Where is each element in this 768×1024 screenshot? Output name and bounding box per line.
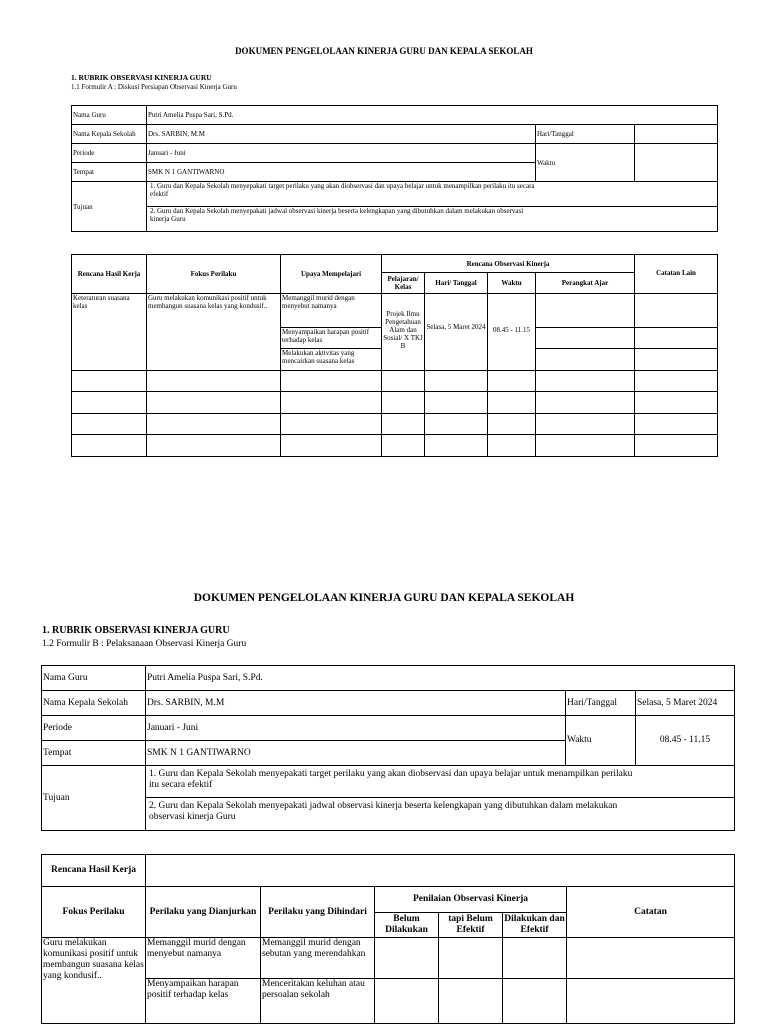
cell-fokus: Guru melakukan komunikasi positif untuk membangun suasana kelas yang kondusif..: [42, 938, 146, 1024]
cell-upaya-3: Melakukan aktivitas yang mencairkan suasana kelas: [281, 349, 382, 371]
page2-subtitle: 1.2 Formulir B : Pelaksanaan Observasi Kinerja Guru: [42, 639, 247, 649]
label-tempat: Tempat: [42, 741, 146, 766]
label-periode: Periode: [72, 144, 147, 163]
cell-dianjurkan-2: Menyampaikan harapan positif terhadap kelas: [146, 979, 261, 1024]
cell-dilakukan-1: [503, 938, 567, 979]
value-tempat: SMK N 1 GANTIWARNO: [146, 741, 566, 766]
cell-catatan-3: [635, 349, 718, 371]
cell-dihindari-1: Memanggil murid dengan sebutan yang merendahkan: [261, 938, 375, 979]
cell-pelajaran: Projek Ilmu Pengetahuan Alam dan Sosial/ X TKJ B: [382, 294, 425, 371]
value-tempat: SMK N 1 GANTIWARNO: [147, 163, 536, 182]
tujuan-1: 1. Guru dan Kepala Sekolah menyepakati target perilaku yang akan diobservasi dan upaya belajar untuk menampilkan perilaku itu secara efektif: [146, 766, 735, 798]
label-nama-kepala: Nama Kepala Sekolah: [72, 125, 147, 144]
header-rencana-observasi: Rencana Observasi Kinerja: [382, 255, 635, 273]
cell-catatan-2: [567, 979, 735, 1024]
label-tempat: Tempat: [72, 163, 147, 182]
header-dianjurkan: Perilaku yang Dianjurkan: [146, 887, 261, 938]
cell-fokus: Guru melakukan komunikasi positif untuk membangun suasana kelas yang kondusif..: [147, 294, 281, 371]
header-fokus: Fokus Perilaku: [42, 887, 146, 938]
label-hari-tanggal: Hari/Tanggal: [536, 125, 635, 144]
value-nama-kepala: Drs. SARBIN, M.M: [147, 125, 536, 144]
page1-plan-table: [71, 254, 718, 457]
page1-subtitle: 1.1 Formulir A : Diskusi Persiapan Observasi Kinerja Guru: [71, 83, 237, 91]
cell-dihindari-2: Menceritakan keluhan atau persoalan sekolah: [261, 979, 375, 1024]
label-hari-tanggal: Hari/Tanggal: [566, 691, 636, 716]
cell-waktu: 08.45 - 11.15: [488, 294, 536, 371]
value-periode: Januari - Juni: [146, 716, 566, 741]
cell-belum-1: [375, 938, 439, 979]
cell-catatan-1: [567, 938, 735, 979]
header-rencana-hasil: Rencana Hasil Kerja: [42, 855, 146, 887]
label-waktu: Waktu: [566, 716, 636, 766]
cell-tapi-belum-1: [439, 938, 503, 979]
cell-catatan-2: [635, 328, 718, 349]
header-upaya: Upaya Mempelajari: [281, 255, 382, 294]
page1-title: DOKUMEN PENGELOLAAN KINERJA GURU DAN KEPALA SEKOLAH: [235, 46, 533, 56]
header-rencana-hasil: Rencana Hasil Kerja: [72, 255, 147, 294]
header-penilaian: Penilaian Observasi Kinerja: [375, 887, 567, 913]
cell-rencana-hasil: [146, 855, 735, 887]
header-dilakukan: Dilakukan dan Efektif: [503, 913, 567, 938]
label-nama-guru: Nama Guru: [42, 666, 146, 691]
header-belum: Belum Dilakukan: [375, 913, 439, 938]
value-hari-tanggal: [635, 125, 718, 144]
header-fokus: Fokus Perilaku: [147, 255, 281, 294]
header-waktu: Waktu: [488, 273, 536, 294]
tujuan-1: 1. Guru dan Kepala Sekolah menyepakati target perilaku yang akan diobservasi dan upaya belajar untuk menampilkan perilaku itu secara efektif: [147, 182, 718, 207]
table-row: [72, 371, 718, 392]
value-waktu: [635, 144, 718, 182]
cell-perangkat-2: [536, 328, 635, 349]
table-row: [72, 435, 718, 457]
page2-title: DOKUMEN PENGELOLAAN KINERJA GURU DAN KEPALA SEKOLAH: [193, 592, 575, 604]
label-periode: Periode: [42, 716, 146, 741]
header-hari: Hari/ Tanggal: [425, 273, 488, 294]
value-nama-guru: Putri Amelia Puspa Sari, S.Pd.: [146, 666, 735, 691]
page1-section-title: 1. RUBRIK OBSERVASI KINERJA GURU: [71, 73, 212, 82]
cell-dilakukan-2: [503, 979, 567, 1024]
page1-info-table: [71, 105, 718, 232]
header-perangkat: Perangkat Ajar: [536, 273, 635, 294]
table-row: [72, 414, 718, 435]
label-nama-guru: Nama Guru: [72, 106, 147, 125]
label-tujuan: Tujuan: [72, 182, 147, 232]
cell-catatan-1: [635, 294, 718, 328]
tujuan-2: 2. Guru dan Kepala Sekolah menyepakati jadwal observasi kinerja beserta kelengkapan yang dibutuhkan dalam melakukan observasi kinerja Guru: [146, 798, 735, 831]
cell-belum-2: [375, 979, 439, 1024]
page2-info-table: [41, 665, 735, 831]
header-dihindari: Perilaku yang Dihindari: [261, 887, 375, 938]
cell-dianjurkan-1: Memanggil murid dengan menyebut namanya: [146, 938, 261, 979]
cell-perangkat-3: [536, 349, 635, 371]
value-periode: Januari - Juni: [147, 144, 536, 163]
tujuan-2: 2. Guru dan Kepala Sekolah menyepakati jadwal observasi kinerja beserta kelengkapan yang dibutuhkan dalam melakukan observasi kinerja Guru: [147, 207, 718, 232]
value-hari-tanggal: Selasa, 5 Maret 2024: [636, 691, 735, 716]
cell-tapi-belum-2: [439, 979, 503, 1024]
cell-perangkat-1: [536, 294, 635, 328]
header-catatan-lain: Catatan Lain: [635, 255, 718, 294]
label-tujuan: Tujuan: [42, 766, 146, 831]
value-waktu: 08.45 - 11.15: [636, 716, 735, 766]
label-nama-kepala: Nama Kepala Sekolah: [42, 691, 146, 716]
page2-section-title: 1. RUBRIK OBSERVASI KINERJA GURU: [42, 625, 230, 636]
cell-upaya-2: Menyampaikan harapan positif terhadap kelas: [281, 328, 382, 349]
table-row: [72, 392, 718, 414]
cell-rencana: Keteraturan suasana kelas: [72, 294, 147, 371]
value-nama-guru: Putri Amelia Puspa Sari, S.Pd.: [147, 106, 718, 125]
page2-observation-table: [41, 854, 735, 1024]
cell-upaya-1: Memanggil murid dengan menyebut namanya: [281, 294, 382, 328]
cell-hari: Selasa, 5 Maret 2024: [425, 294, 488, 371]
label-waktu: Waktu: [536, 144, 635, 182]
header-tapi-belum: tapi Belum Efektif: [439, 913, 503, 938]
header-pelajaran: Pelajaran/ Kelas: [382, 273, 425, 294]
value-nama-kepala: Drs. SARBIN, M.M: [146, 691, 566, 716]
header-catatan: Catatan: [567, 887, 735, 938]
